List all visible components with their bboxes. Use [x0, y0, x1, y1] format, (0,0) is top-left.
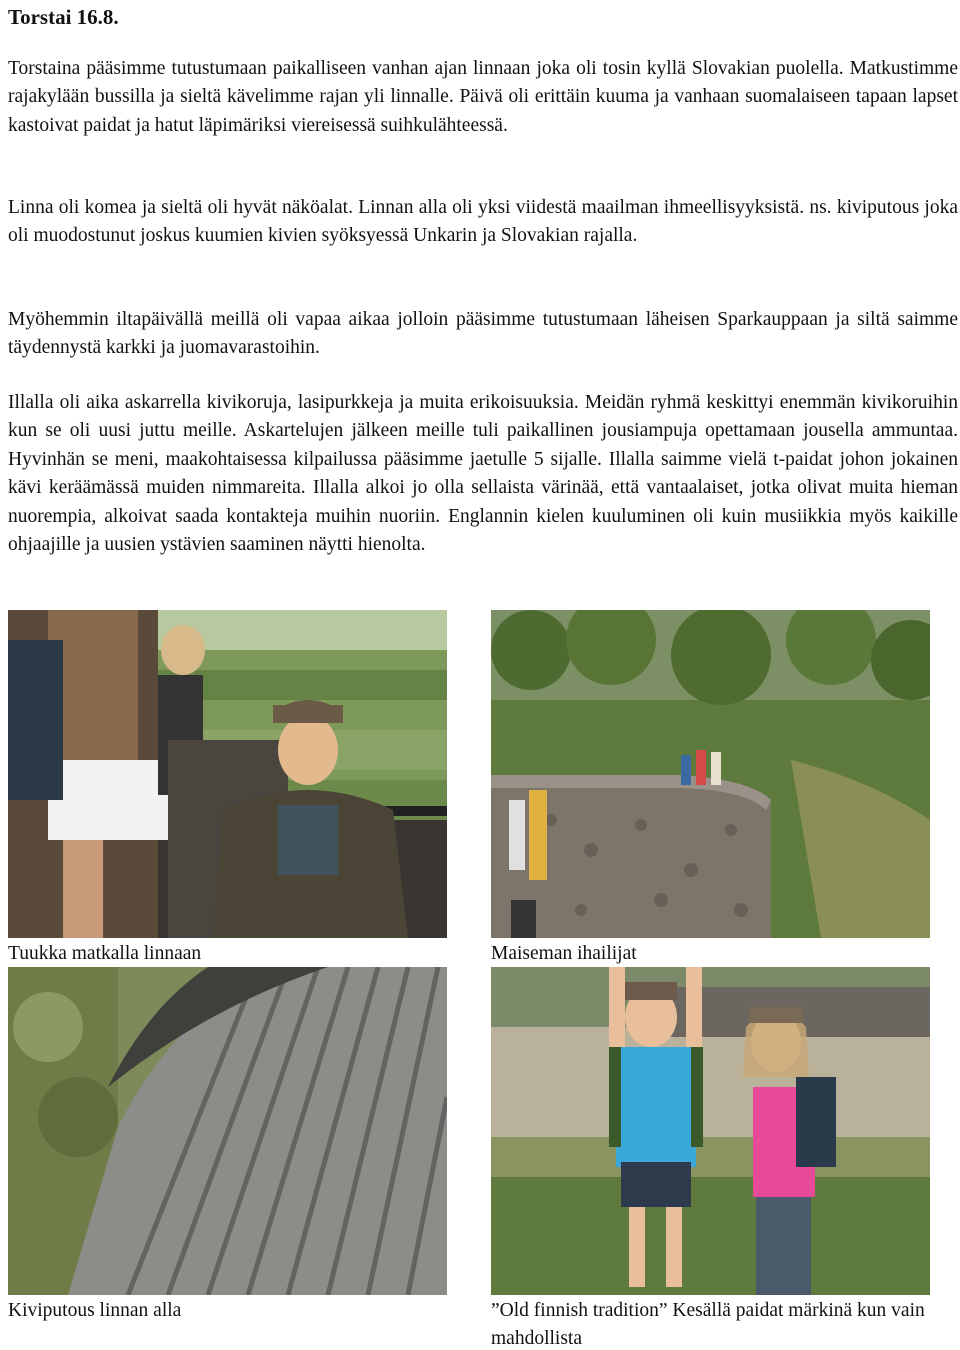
paragraph-castle-view: Linna oli komea ja sieltä oli hyvät näköalat. Linnan alla oli yksi viidestä maailman ihmeellisyyksistä. ns. kiviputous joka oli muodostunut joskus kuumien kivien syöksyessä Unkarin ja Slovakian rajalla. — [8, 197, 958, 247]
paragraph-castle-trip: Torstaina pääsimme tutustumaan paikalliseen vanhan ajan linnaan joka oli tosin kyllä Slovakian puolella. Matkustimme rajakylään bussilla ja sieltä kävelimme rajan yli linnalle. Päivä oli erittäin kuuma ja vanhaan suomalaiseen tapaan lapset kastoivat paidat ja hatut läpimäriksi viereisessä suihkulähteessä. — [8, 58, 958, 136]
caption-rock-columns: Kiviputous linnan alla — [8, 1300, 182, 1321]
paragraph-afternoon-shopping: Myöhemmin iltapäivällä meillä oli vapaa aikaa jolloin pääsimme tutustumaan läheisen Sparkauppaan ja siltä saimme täydennystä karkki ja juomavarastoihin. — [8, 309, 958, 359]
photo-castle-tower — [491, 610, 930, 938]
caption-castle-tower: Maiseman ihailijat — [491, 943, 637, 964]
photo-rock-columns — [8, 967, 447, 1295]
caption-boy-on-bus: Tuukka matkalla linnaan — [8, 943, 202, 964]
page-title: Torstai 16.8. — [8, 5, 119, 29]
photo-boy-on-bus — [8, 610, 447, 938]
caption-two-girls: ”Old finnish tradition” Kesällä paidat märkinä kun vain mahdollista — [491, 1300, 925, 1349]
photo-two-girls — [491, 967, 930, 1295]
paragraph-evening-crafts: Illalla oli aika askarrella kivikoruja, lasipurkkeja ja muita erikoisuuksia. Meidän ryhmä keskittyi enemmän kivikoruihin kun se oli uusi juttu meille. Askartelujen jälkeen meille tuli paikallinen jousiampuja opettamaan jousella ammuntaa. Hyvinhän se meni, maakohtaisessa kilpailussa pääsimme jaetulle 5 sijalle. Illalla saimme vielä t-paidat johon jokainen kävi keräämässä muiden nimmareita. Illalla alkoi jo olla sellaista värinää, että vantaalaiset, jotka olivat muita hieman nuorempia, alkoivat saada kontakteja muihin nuoriin. Englannin kielen kuuluminen oli kuin musiikkia myös kaikille ohjaajille ja uusien ystävien saaminen näytti hienolta. — [8, 392, 958, 556]
